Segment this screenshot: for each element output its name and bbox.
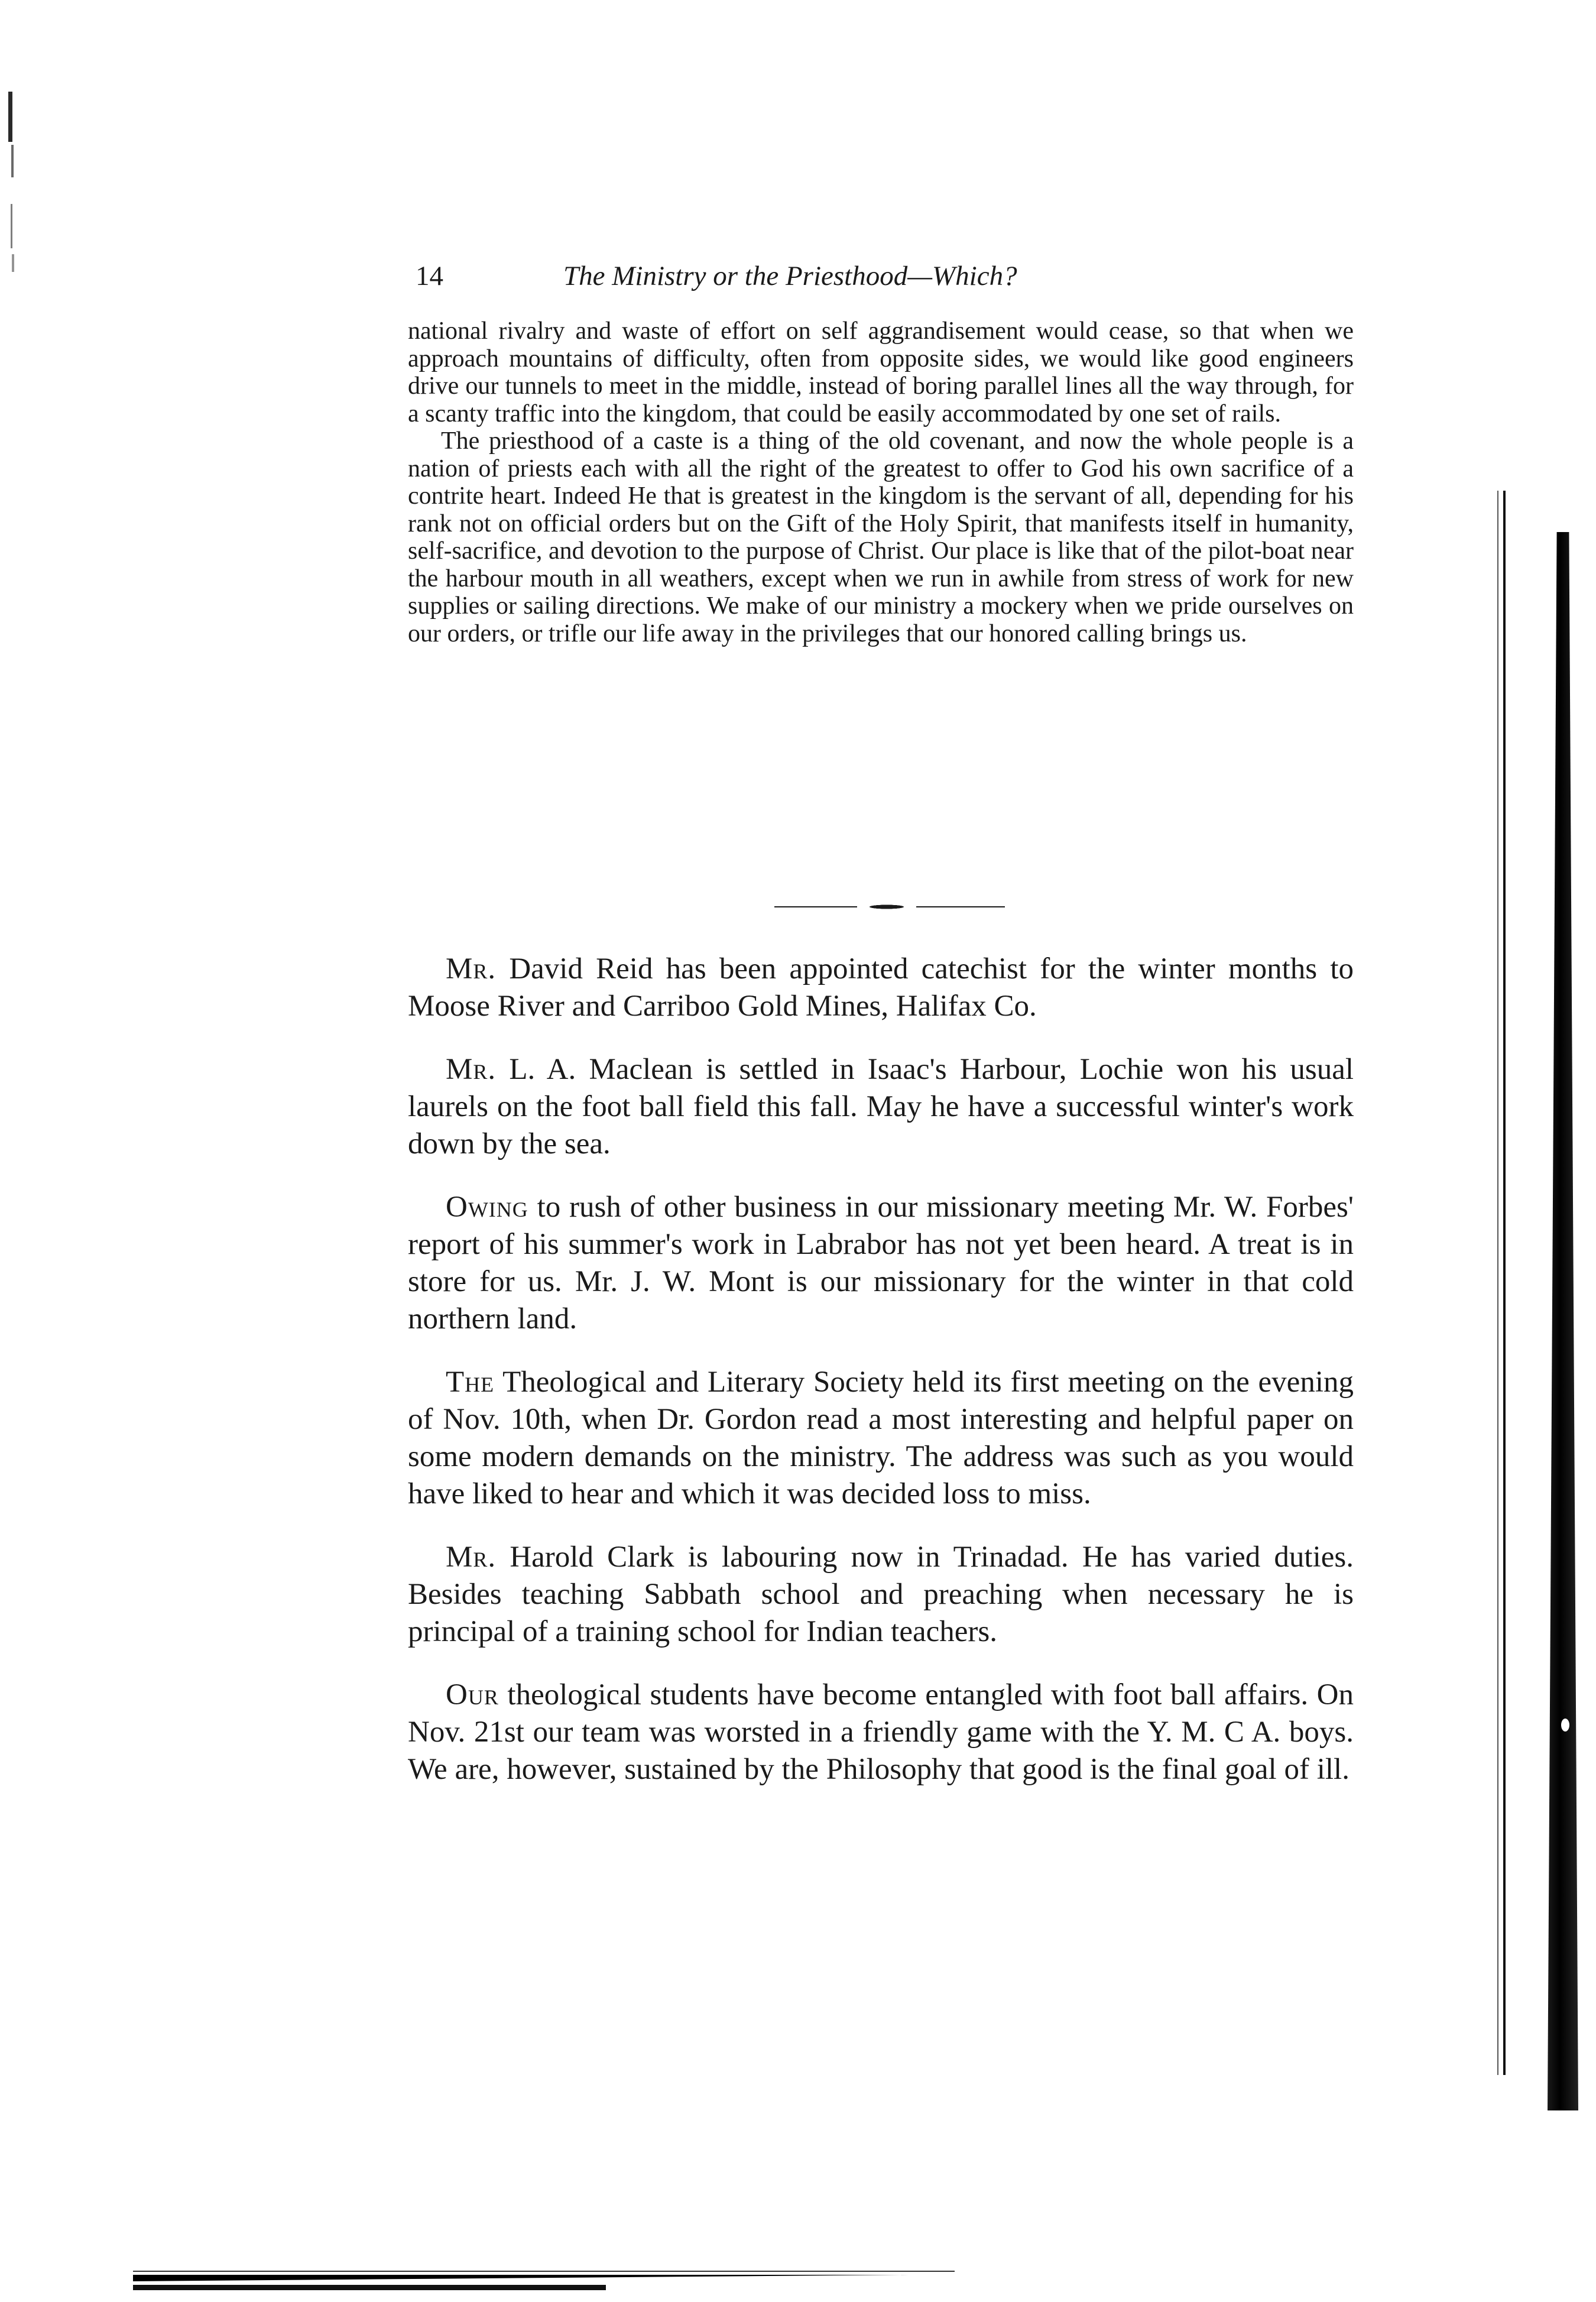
article-paragraph: national rivalry and waste of effort on self aggrandisement would cease, so that when we approach mountains of difficulty, often from opposite sides, we would like good engineers drive our tunnels to meet in the middle, instead of boring parallel lines all the way through, for a scanty traffic into the kingdom, that could be easily accommodated by one set of rails. [408, 317, 1354, 427]
news-item-lead: Mr. [446, 1541, 497, 1574]
article-paragraph: The priesthood of a caste is a thing of the old covenant, and now the whole people is a nation of priests each with all the right of the greatest to offer to God his own sacrifice of a contrite heart. Indeed He that is greatest in the kingdom is the servant of all, depending for his rank not on official orders but on the Gift of the Holy Spirit, that manifests itself in humanity, self-sacrifice, and devotion to the purpose of Christ. Our place is like that of the pilot-boat near the harbour mouth in all weathers, except when we run in awhile from stress of work for new supplies or sailing directions. We make of our ministry a mockery when we pride ourselves on our orders, or trifle our life away in the privileges that our honored calling brings us. [408, 427, 1354, 647]
page-number: 14 [416, 261, 443, 291]
running-head [416, 255, 1202, 297]
scan-right-edge-shadow [1548, 532, 1578, 2110]
news-item [408, 1364, 1354, 1513]
scan-edge-mark [8, 92, 12, 142]
news-item-text: theological students have become entangled with foot ball affairs. On Nov. 21st our team was worsted in a friendly game with the Y. M. C A. boys. We are, however, sustained by the Philosophy that good is the final goal of ill. [408, 1678, 1354, 1786]
news-item-lead: The [446, 1366, 495, 1399]
news-item-lead: Our [446, 1678, 499, 1711]
news-item-lead: Mr. [446, 952, 497, 985]
news-item-text: David Reid has been appointed catechist for the winter months to Moose River and Carriboo Gold Mines, Halifax Co. [408, 952, 1354, 1023]
scan-edge-mark [11, 145, 14, 177]
news-item-lead: Owing [446, 1191, 528, 1224]
scan-right-edge-rule [1497, 491, 1506, 2075]
scan-bottom-edge-shadow [133, 2266, 955, 2281]
news-item-text: to rush of other business in our missionary meeting Mr. W. Forbes' report of his summer's work in Labrabor has not yet been heard. A treat is in store for us. Mr. J. W. Mont is our missionary for the winter in that cold northern land. [408, 1191, 1354, 1335]
news-item [408, 1677, 1354, 1788]
scan-right-edge-notch [1561, 1719, 1569, 1732]
running-title: The Ministry or the Priesthood—Which? [563, 261, 1017, 291]
section-divider-ornament [774, 903, 1005, 910]
continued-article [408, 317, 1354, 647]
news-item-text: Theological and Literary Society held its first meeting on the evening of Nov. 10th, when Dr. Gordon read a most interesting and helpful paper on some modern demands on the ministry. The address was such as you would have liked to hear and which it was decided loss to miss. [408, 1366, 1354, 1510]
scan-edge-mark [12, 254, 14, 272]
news-item-text: Harold Clark is labouring now in Trinadad. He has varied duties. Besides teaching Sabbath school and preaching when necessary he is principal of a training school for Indian teachers. [408, 1541, 1354, 1648]
news-item [408, 1189, 1354, 1338]
news-item-lead: Mr. [446, 1053, 497, 1086]
scan-edge-mark [11, 204, 12, 248]
scan-bottom-edge-bar [133, 2285, 606, 2290]
news-item [408, 1051, 1354, 1163]
news-item [408, 951, 1354, 1025]
news-notes [408, 951, 1354, 1814]
news-item-text: L. A. Maclean is settled in Isaac's Harbour, Lochie won his usual laurels on the foot ball field this fall. May he have a successful winter's work down by the sea. [408, 1053, 1354, 1160]
news-item [408, 1539, 1354, 1651]
